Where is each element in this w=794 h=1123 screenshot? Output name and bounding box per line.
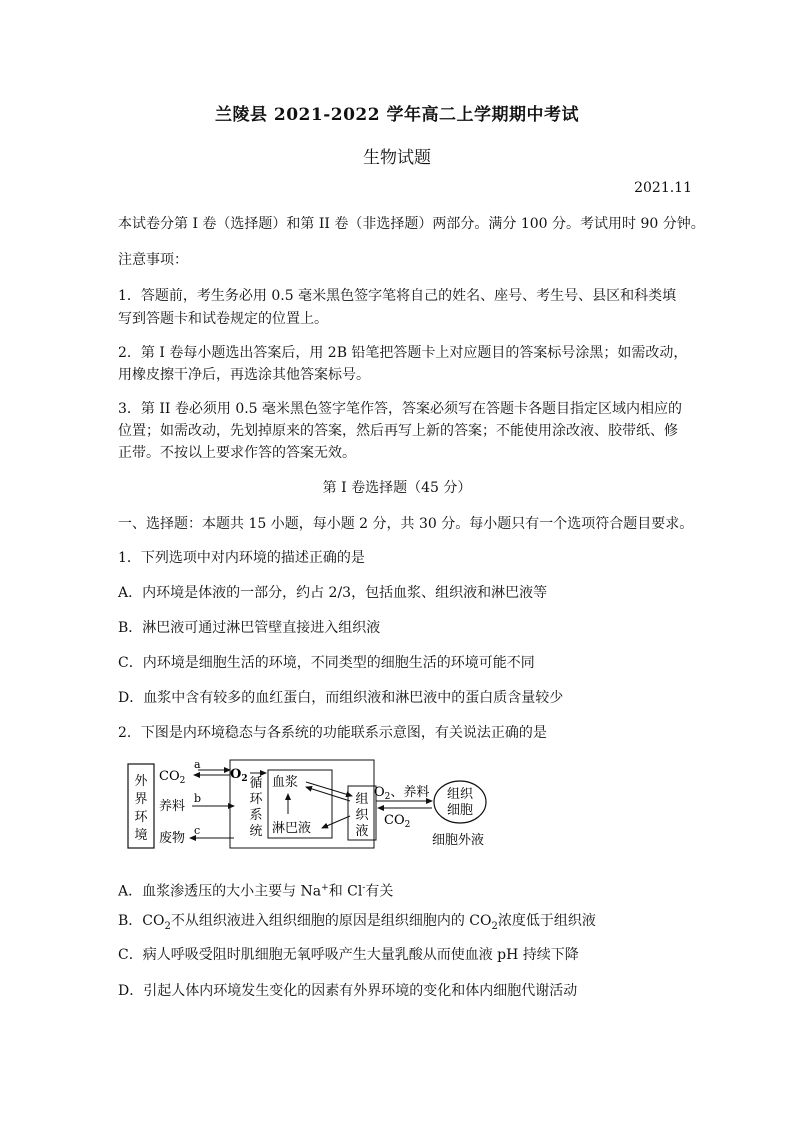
nutrients-label: 养料 <box>159 799 186 814</box>
tissue-cell-line-2: 细胞 <box>446 803 474 818</box>
homeostasis-diagram <box>126 756 506 852</box>
q1-option-c: C．内环境是细胞生活的环境，不同类型的细胞生活的环境可能不同 <box>118 655 535 671</box>
tissue-cell-line-1: 组织 <box>446 787 474 802</box>
label-c: c <box>194 824 201 837</box>
circ-char-1: 循 <box>249 776 263 791</box>
label-a: a <box>194 758 201 771</box>
waste-label: 废物 <box>159 831 186 846</box>
q2-stem: 2．下图是内环境稳态与各系统的功能联系示意图，有关说法正确的是 <box>118 725 547 741</box>
extracellular-fluid-label: 细胞外液 <box>432 833 485 848</box>
o2-label: $O_2$ <box>230 767 248 784</box>
outer-env-char-3: 环 <box>134 810 148 825</box>
notice-item-3-end: 正带。不按以上要求作答的答案无效。 <box>118 445 356 461</box>
q1-option-d: D．血浆中含有较多的血红蛋白，而组织液和淋巴液中的蛋白质含量较少 <box>118 690 564 706</box>
intro-text: 本试卷分第 I 卷（选择题）和第 II 卷（非选择题）两部分。满分 100 分。考试用时 90 分钟。 <box>118 216 705 232</box>
notice-heading: 注意事项： <box>118 252 188 268</box>
label-b: b <box>194 792 202 805</box>
plasma-label: 血浆 <box>272 775 299 790</box>
circ-char-4: 统 <box>249 824 263 839</box>
q1-option-b: B．淋巴液可通过淋巴管壁直接进入组织液 <box>118 620 381 636</box>
q1-option-a: A．内环境是体液的一部分，约占 2/3，包括血浆、组织液和淋巴液等 <box>118 585 548 601</box>
co2-back-label: $CO_2$ <box>384 813 411 830</box>
tissue-fluid-char-2: 织 <box>355 808 369 823</box>
q2-option-c: C．病人呼吸受阻时肌细胞无氧呼吸产生大量乳酸从而使血液 pH 持续下降 <box>118 947 579 963</box>
exam-date: 2021.11 <box>634 180 692 196</box>
o2-nutrients-label: $O_2$、养料 <box>374 785 430 802</box>
notice-item-3: 3．第 II 卷必须用 0.5 毫米黑色签字笔作答，答案必须写在答题卡各题目指定区域内相应的 <box>118 401 683 417</box>
q2-option-d: D．引起人体内环境发生变化的因素有外界环境的变化和体内细胞代谢活动 <box>118 983 578 999</box>
exam-title: 兰陵县 2021-2022 学年高二上学期期中考试 <box>214 105 580 125</box>
co2-label: $CO_2$ <box>159 769 186 786</box>
circ-char-2: 环 <box>249 792 263 807</box>
notice-item-1: 1．答题前，考生务必用 0.5 毫米黑色签字笔将自己的姓名、座号、考生号、县区和科类填 <box>118 288 677 304</box>
outer-env-char-4: 境 <box>134 828 148 843</box>
circ-char-3: 系 <box>249 808 263 823</box>
part1-heading: 第 I 卷选择题（45 分） <box>322 480 472 496</box>
section-instructions: 一、选择题：本题共 15 小题，每小题 2 分，共 30 分。每小题只有一个选项符合题目要求。 <box>118 516 694 532</box>
lymph-label: 淋巴液 <box>272 821 312 836</box>
notice-item-2: 2．第 I 卷每小题选出答案后，用 2B 铅笔把答题卡上对应题目的答案标号涂黑；如需改动， <box>118 345 688 361</box>
outer-env-char-2: 界 <box>134 792 148 807</box>
q1-stem: 1．下列选项中对内环境的描述正确的是 <box>118 550 365 566</box>
q2-option-b: B．$CO_2$不从组织液进入组织细胞的原因是组织细胞内的 $CO_2$浓度低于组织液 <box>118 913 596 932</box>
notice-item-3-cont: 位置；如需改动，先划掉原来的答案，然后再写上新的答案；不能使用涂改液、胶带纸、修 <box>118 423 678 439</box>
tissue-fluid-char-1: 组 <box>355 792 369 807</box>
q2-option-a: A．血浆渗透压的大小主要与 Na+和 Cl-有关 <box>118 883 394 900</box>
outer-env-char-1: 外 <box>134 774 148 789</box>
tissue-fluid-char-3: 液 <box>355 824 369 839</box>
exam-subject: 生物试题 <box>363 148 431 168</box>
notice-item-1-cont: 写到答题卡和试卷规定的位置上。 <box>118 311 328 327</box>
notice-item-2-cont: 用橡皮擦干净后，再选涂其他答案标号。 <box>118 367 370 383</box>
